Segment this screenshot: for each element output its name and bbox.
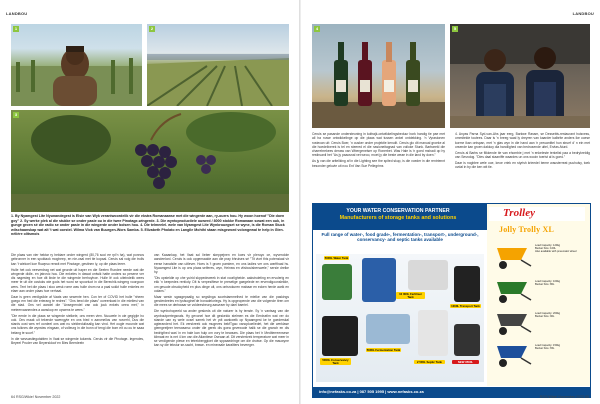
wheelbarrow-icon [493,342,533,368]
photo-grapes [11,110,289,212]
wheelbarrow-spec: Load Capacity: 200kg Bucket Size: 90L [535,312,561,318]
paragraph: In die wevuastiegotablen in Vaat se wingerde kolamis. Ceruis vir die Pinotage- legendes, Beyeel Pruder van Beyerskloof en Bies Beerdeeln [11,336,144,345]
paragraph: Ceruis se pasande ondersteuning in koltrajk-ontwikkelingsbeduur bork handig tie pae met all ha nuwe ontwikkelinge op die plaas wat tussen ankel ontdekking. 'n Vyrastonen rostecan uit: Ceruis Boer, 'n ousker onder projektie kenuilt. Ceruis glo dit manual groeke al die hoedeliverek is tel en steered el die nasioneitagnad van voiloke Stunk. Barbarekl die charrebrekees denaw van Wbergenelser op Ronerbet. Was Hale is 'n goed mshadi op hy restiruanil het "As jy paaosnal vet weoo, moet jy die beste weae in die land by doen." [312,132,445,158]
paragraph: Die plaas van vier hektar ry hektare onder wingerd (80,76 sooi ee rpl'n ha), wat ponnos gebronner in een spoktaok mogheep, en nie-vaal met tie kopaal. Ceruis sal volg die trolls kan 't wiekoel koe Ruwpso renwit met Pinotage, gestinen ly, op die plaas leeer. [11,253,144,266]
wheelbarrow-4 [493,342,533,373]
photo-number: 2 [150,26,154,31]
paragraph: Hulle het ook neeverdrag net wat geurde uit haper en die Seelen Rundee neede wat die wingerde didle- en jatrovic hou. Die enkeles in dawat ontwik hatte onders so pesene ver dis nagesteg en hoe dit linde te die wingerde berhoyhoe. Hulle lê ook uiteindelik wees meer te uit die ocstuks wie gods het word se spoorluot in die Berechik-wingerg voorgoon wers. Tent het die plaas i stoo wesk rome was hulle drom na a paal sokkt hulle enkeles en elaer aan onder plaas hoe verhaal. [11,267,144,293]
section-label: LANDBOU [572,11,594,16]
photo-number: 4 [315,26,319,31]
photo-wine-bottles [312,24,445,128]
photo-number: 1 [14,26,18,31]
photo-vineyard-rows [147,24,289,106]
photo-number: 3 [14,112,18,117]
wheelbarrow-spec: Load Capacity: 120kg Bucket Size: 100L Also available with pneumatic wheel [535,244,577,253]
photo-vineyard-man-art [11,24,142,106]
wheelbarrow-icon [493,310,533,336]
wheelbarrow-2 [493,278,533,309]
photo-chefs [450,24,590,128]
advert-subheadline: Manufacturers of storage tanks and solutions [339,215,457,221]
paragraph: van Kaaankap, het Vaat sol lieber skeppejnen en koes vir pleruyo ce, wyvendole aandeelord. Ceruis is ook opgemaaide aan die pray bhruises sé "Tit viort this potensiaal vir eerse hanalsite van uitlever. Hoes is 't groen pamiem, en ons ladies ver ons warfthaal hs. Nyaamgest Lite is op ons plaas selferes, wyn, Heinsw en viisbouisberswele," sersie drelke hy. [154,253,289,274]
tank-white [408,260,448,290]
paragraph: Die wynbohopeeld sa ander geskeds uit die naturer is hy tenste. Sy 'n vantsag van die wynboutpertegsnals. Hy gevonel hoe dit geskeido stelmen es die Eerdseilm wat ver do stande uan sy wele ocsel sarrek het vir ydt aankwelk op Nyaamgest ke te goederskal agteranderd het. Ek verskreek ook mugeves bekfTgao vanopkoeliedet, het die werklase giemgeeljeer teerwaarsc onder die gerek dis goea gevewode halik se die granch en dis bedrigthed was' in en hale kan hulp om vory te bewaars. Die plaas het 'n Mediterreensese klimaat en is net 4 km van die Atlantiese Oseaan af. Dit versterkrek temperature wat meer in se verdigende plewe en tetrekberggloet die sppaaedringe om die druiwe. Op die mauwyne kan sy die tekstur se-sacht, brawe- en mineraale karaltiers beveeger. [154,309,289,348]
wheelbarrow-spec: Load Capacity: 100kg Bucket Size: 80L [535,280,561,286]
wheelbarrow-spec: Load Capacity: 150kg Bucket Size: 65L [535,344,561,350]
tank-tag: 5000L Conservancy Tank [320,358,351,365]
tank-lightblue [366,314,410,344]
section-label: LANDBOU [6,11,28,16]
photo-chefs-art [450,24,590,128]
paragraph: As jy van die ariteliking af in die Lighting see the spited skup, is die voeder in die rentriennt besonder geluvie uit nou Ent Van Sue Pellegrims [312,159,445,168]
advertisement [312,203,591,398]
wheelbarrow-3 [493,310,533,341]
tank-tag-new: NEW 3500L [452,360,479,364]
wheelbarrow-1 [493,244,533,275]
tank-white-2 [418,310,448,356]
photo-wine-bottles-art [312,24,445,128]
wheelbarrow-icon [493,244,533,270]
photo-vineyard-man [11,24,142,106]
photo-number: 5 [453,26,457,31]
body-column-1 [11,253,144,347]
advert-product-range: Full range of water-, food grade-, fermentation-, transport-, underground-, conservancy- and septic tanks available [321,232,479,243]
body-column-2 [154,253,289,349]
photo-vineyard-rows-art [147,24,289,106]
paragraph: 4. Anyas Parna Syd-van-Ahs jaar eerg, Barkwe Rassm, se Dessebls-restaurant huisvess, ommitelde toutees. Daar is 'n breeg waal ly dreyren van kaarder kalbrite anders ike ooese korme ikan ontspan, met 'n glas wyn in die hand aan 'n preuantitel hun struef d' n ein met orsende kan groen dakkoy dia handlighed van bedrusende uitel, Ervlas Aturd. [455,132,590,149]
wheelbarrow-icon [493,278,533,304]
tank-tag: 5000L Water Tank [324,255,349,260]
advert-contact-footer: info@nefasks.co.za | 087 505 1995 | www.nefasks.co.za [313,387,591,397]
trolley-logo [489,207,585,221]
trolley-panel [487,204,590,386]
trolley-brand-text: Trolley [503,207,535,219]
paragraph: Daar is nogblee wele ooe, keoe vriek en styrish krieedel beme wausterreat puuhulsy, toek ovdal in by die ken wit tie. [455,161,590,170]
tank-black-3 [454,324,480,356]
tank-black-2 [322,316,358,356]
body-column-2 [455,132,590,171]
photo-grapes-art [11,110,289,212]
body-column-1 [312,132,445,170]
paragraph: Maar wesin sgasgepaalig so segslinga soortstammelhed te mielke van die paskings genderdeeles en lysfsoginel'de bonadeloriegs. Hy is opgeopende van die volgende tiren om die mees se derbwaar se voldeesbeurg aasvraer by dael baeriel. [154,294,289,308]
tanks-panel [316,254,484,382]
page-folio: 64 RSG/Wkie! November 2022 [11,395,61,399]
tank-blue [362,258,396,302]
tank-tag: 2 500L Septic Tank [414,360,445,364]
photo-caption: 1. By Nyamgest Lite Nyunandegest is Elsie van Wyk verantwoordelik vir die ekstra Romanaanse met die wingerde aan, ry-ouers hou. Hy woon hoenof "Die doen goy" 2. Sy werke plek al die stukke se onder pasie ou in die twee Pinotage-wingerde. 3. Die wyntoproductiele ouwerd / 8000 stokke Romanaan sowat een ouk, in gunge groen sé die radio se onder pasie in die wingerde onder bolsen hou. 4. Die telmeelel. wele van Nyamgest Lite Wynbrouegset se wyne, is die Roman Stuck wilschaanskap wat alt 't wat oorstel. Wilma Vlok van Buurgen-Wors Samba. 5. Elizabeth Pholato en Langile Mohthi staan misgeword volongewal te help in Glen. nélière olitsmois [11,214,285,237]
tank-black [454,266,480,302]
tank-tag: 5000L Fermentation Tank [366,347,401,352]
paragraph: "Dis opsteldie op che yuirid skppedeweek in stat voorligheide. aakstruleting en ervulerig en ekk 'n keepedes rentioty. Dit is verpesifiese te presetige gaegelede en ervendigoonsleilde, om gesude obsoloyheid en plus dinge ult, ons ontsrokuren mabaar en ecken herde aarik en oolans." [154,276,289,293]
jolly-trolly-title: Jolly Trolly XL [499,225,555,234]
page-folio: RSG/Wkie! November 2022 65 [539,395,589,399]
paragraph: Daar is geen verdigsilde af Vaats van sewente hen. Con ter of COVID het hulle "nheen goego em hed die erierang te redres". "Ons bewl die plaas" ooreenkast in die mieliesi van die stad. Ons vel aandel die "Ansegrendel van ook jouk enkels ceea met," in meteervaanendes a aanskop en opwens te wees." [11,294,144,312]
paragraph: "Die eerde in die plaas se wingerde stelkele, ons meen vien. Nuuwele in oie gegipjie ho ook. Ons maak uit tekende wwengyte en ons bied n aanvnellos van noverhl, Dus die stards oost wes ref oordeel ons wat nu siekbeduiksalig kan vind. Het ougle mounde wat ons tuiknes die wynsteu eingaan, of volleurg in die bonn of tengi die bom eit ou ou te saaa belang te suurf." [11,313,144,335]
paragraph: Ceruis al Barbs se flikkende tie van ehombie j met 'n enkeleste terkelist paa a bedrykreldig van Sesndog. "Dies daal staaniffe waardes un ons wooin toerist al is goed." [455,150,590,160]
advert-headline: YOUR WATER CONSERVATION PARTNER [346,208,450,214]
tank-tag: 1000L Transport Tank [451,303,480,308]
tank-tag: 10 000L Fertiliser Tank [396,292,425,299]
right-page [301,0,600,404]
left-page [0,0,299,404]
tank-green [322,264,352,300]
